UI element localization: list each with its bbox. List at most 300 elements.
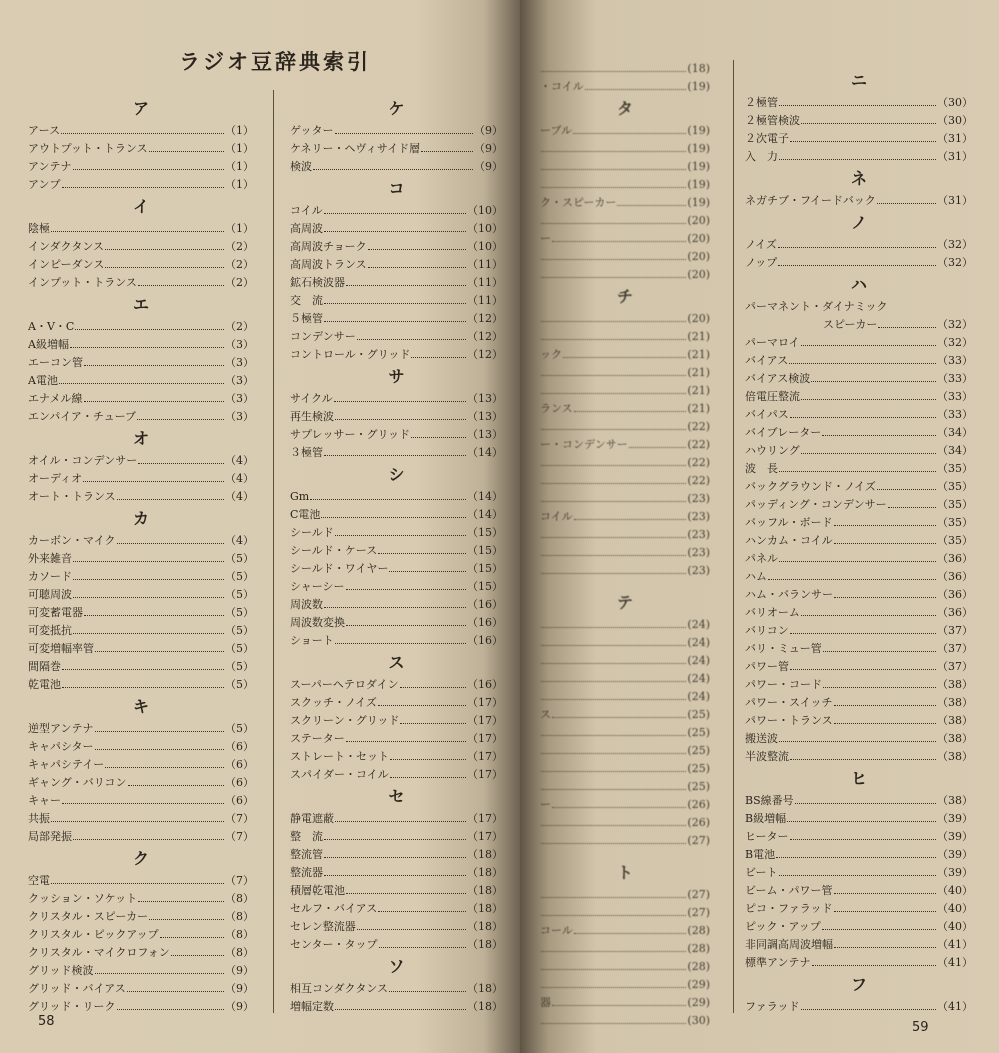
index-entry [28,256,254,274]
dot-leader [346,730,466,742]
entry-page: （14） [467,490,503,503]
entry-page: (20) [687,268,710,281]
dot-leader [138,452,224,464]
dot-leader [822,424,936,436]
entry-page: （5） [225,678,254,691]
entry-page: (19) [687,196,710,209]
entry-page: （1） [225,160,254,173]
dot-leader [541,176,686,188]
dot-leader [552,994,686,1006]
entry-page: （1） [225,178,254,191]
index-entry [745,298,973,316]
index-entry [290,918,503,936]
index-entry [290,506,503,524]
entry-page: （17） [467,768,503,781]
dot-leader [541,140,686,152]
index-entry [540,742,710,760]
entry-term: バッフル・ボード [745,516,833,529]
dot-leader [83,470,224,482]
section-heading: ス [388,653,405,672]
entry-page: （8） [225,892,254,905]
entry-term: スーパーヘテロダイン [290,678,399,691]
index-entry [290,220,503,238]
index-entry [290,444,503,462]
entry-term: シールド・ワイヤー [290,562,389,575]
dot-leader [117,532,224,544]
entry-page: （7） [225,874,254,887]
entry-page: （3） [225,392,254,405]
section-heading: ノ [850,213,867,232]
entry-page: (20) [687,250,710,263]
index-entry [290,632,503,650]
index-entry [290,882,503,900]
dot-leader [62,792,224,804]
entry-term: グリッド・リーク [28,1000,116,1013]
entry-page: （15） [467,526,503,539]
dot-leader [389,980,466,992]
section-heading: コ [388,179,405,198]
entry-page: （5） [225,660,254,673]
section-heading: チ [616,287,633,306]
entry-page: （31） [937,194,973,207]
index-entry [540,958,710,976]
entry-page: (19) [687,178,710,191]
entry-term: 静電遮蔽 [290,812,334,825]
entry-page: （4） [225,534,254,547]
index-entry [290,256,503,274]
entry-term: ー [540,232,551,245]
entry-page: （1） [225,142,254,155]
entry-term: 外来雑音 [28,552,72,565]
dot-leader [574,400,687,412]
entry-page: （39） [937,830,973,843]
entry-page: （41） [937,938,973,951]
entry-page: （5） [225,624,254,637]
entry-term: BS線番号 [745,794,794,807]
dot-leader [73,550,224,562]
dot-leader [335,810,466,822]
index-entry [745,900,973,918]
entry-term: 乾電池 [28,678,61,691]
dot-leader [310,488,466,500]
dot-leader [834,900,936,912]
index-entry [28,604,254,622]
index-entry [745,254,973,272]
entry-page: （41） [937,956,973,969]
entry-page: （2） [225,276,254,289]
dot-leader [51,872,224,884]
dot-leader [73,828,224,840]
dot-leader [324,828,466,840]
entry-term: キャパシテイー [28,758,105,771]
entry-term: 相互コンダクタンス [290,982,389,995]
dot-leader [541,904,686,916]
dot-leader [421,140,473,152]
index-entry [290,328,503,346]
entry-term: ネガチブ・フイードバック [745,194,876,207]
index-entry [540,78,710,96]
entry-term: 積層乾電池 [290,884,345,897]
dot-leader [149,140,224,152]
dot-leader [149,908,224,920]
entry-term: オイル・コンデンサー [28,454,138,467]
entry-page: (25) [687,780,710,793]
dot-leader [541,364,686,376]
dot-leader [117,488,224,500]
dot-leader [822,918,936,930]
dot-leader [321,506,466,518]
index-entry [745,532,973,550]
entry-page: （17） [467,750,503,763]
index-entry [745,236,973,254]
entry-term: パワー・コード [745,678,822,691]
entry-page: (21) [687,366,710,379]
entry-term: エーコン管 [28,356,83,369]
index-entry [540,454,710,472]
dot-leader [790,622,936,634]
dot-leader [801,604,936,616]
index-entry [28,532,254,550]
entry-page: （1） [225,222,254,235]
dot-leader [541,544,686,556]
entry-term: ピコ・ファラッド [745,902,833,915]
section-heading: ト [616,863,633,882]
dot-leader [73,586,224,598]
entry-term: A・V・C [28,320,75,333]
entry-page: （40） [937,884,973,897]
index-entry [540,364,710,382]
index-entry [540,194,710,212]
dot-leader [779,460,936,472]
dot-leader [105,238,224,250]
dot-leader [585,78,687,90]
entry-page: （16） [467,634,503,647]
entry-term: 整流器 [290,866,323,879]
entry-page: (27) [687,906,710,919]
dot-leader [877,192,936,204]
section-heading: ニ [850,71,867,90]
dot-leader [541,1012,686,1024]
dot-leader [400,676,466,688]
section-heading: カ [132,509,149,528]
dot-leader [411,346,466,358]
dot-leader [335,632,466,644]
entry-page: （5） [225,642,254,655]
entry-term: ５極管 [290,312,323,325]
index-entry [28,274,254,292]
entry-term: A電池 [28,374,58,387]
entry-term: ック [540,348,562,361]
index-entry [290,426,503,444]
dot-leader [789,352,936,364]
entry-term: ２次電子 [745,132,789,145]
dot-leader [574,508,687,520]
dot-leader [127,980,224,992]
index-entry [745,112,973,130]
entry-term: ノップ [745,256,778,269]
index-entry [28,470,254,488]
index-entry [745,640,973,658]
entry-term: パッディング・コンデンサー [745,498,887,511]
entry-page: （9） [225,964,254,977]
index-entry [745,810,973,828]
index-entry [745,676,973,694]
entry-term: 整流管 [290,848,323,861]
dot-leader [801,334,936,346]
dot-leader [541,418,686,430]
entry-page: (18) [687,62,710,75]
entry-page: （37） [937,660,973,673]
index-entry [290,766,503,784]
dot-leader [59,372,224,384]
index-entry [540,140,710,158]
dot-leader [834,694,936,706]
index-entry [28,774,254,792]
entry-term: B電池 [745,848,776,861]
section-heading: エ [132,295,149,314]
dot-leader [790,828,936,840]
entry-term: パネル [745,552,778,565]
index-entry [28,390,254,408]
index-entry [540,616,710,634]
entry-page: (21) [687,384,710,397]
entry-page: （12） [467,312,503,325]
index-entry [290,846,503,864]
entry-page: (20) [687,214,710,227]
dot-leader [324,444,466,456]
index-entry [745,918,973,936]
index-entry [28,408,254,426]
index-entry [540,382,710,400]
entry-term: 高周波トランス [290,258,367,271]
entry-page: （6） [225,794,254,807]
index-entry [540,310,710,328]
section-heading: サ [388,367,405,386]
index-entry [745,658,973,676]
entry-page: （39） [937,812,973,825]
index-entry [540,994,710,1012]
index-entry [28,550,254,568]
entry-page: (21) [687,402,710,415]
index-column-3 [540,60,710,1030]
index-entry [28,176,254,194]
entry-term: 高周波チョーク [290,240,367,253]
index-entry [540,778,710,796]
index-entry [745,954,973,972]
entry-page: （17） [467,714,503,727]
entry-page: （38） [937,794,973,807]
entry-term: B級増幅 [745,812,787,825]
index-entry [540,60,710,78]
index-entry [540,266,710,284]
entry-page: (27) [687,888,710,901]
dot-leader [379,936,466,948]
entry-page: （16） [467,678,503,691]
index-entry [745,604,973,622]
entry-page: (20) [687,232,710,245]
index-entry [290,560,503,578]
entry-term: ゲッター [290,124,334,137]
index-entry [290,578,503,596]
entry-page: （11） [467,258,503,271]
dot-leader [61,122,224,134]
entry-page: （15） [467,580,503,593]
entry-term: コイル [540,510,573,523]
entry-term: クッション・ソケット [28,892,138,905]
dot-leader [171,944,224,956]
dot-leader [378,900,466,912]
index-entry [745,424,973,442]
dot-leader [541,832,686,844]
entry-page: （5） [225,552,254,565]
entry-term: 標準アンテナ [745,956,811,969]
index-entry [540,346,710,364]
dot-leader [801,442,936,454]
entry-term: ファラッド [745,1000,800,1013]
index-entry [540,796,710,814]
entry-page: （10） [467,240,503,253]
entry-term: キャパシター [28,740,94,753]
index-entry [28,336,254,354]
dot-leader [541,724,686,736]
index-entry [290,730,503,748]
entry-page: （13） [467,392,503,405]
dot-leader [541,814,686,826]
index-entry [540,212,710,230]
entry-term: 波 長 [745,462,778,475]
entry-term: 非同調高周波増幅 [745,938,833,951]
dot-leader [541,472,686,484]
dot-leader [811,370,936,382]
entry-term: ２極管検波 [745,114,800,127]
entry-term: 可変抵抗 [28,624,72,637]
entry-term: 間隔巻 [28,660,61,673]
dot-leader [324,292,466,304]
dot-leader [334,390,466,402]
index-entry [290,828,503,846]
section-heading: フ [850,975,867,994]
entry-term: ス [540,708,551,721]
dot-leader [324,596,466,608]
index-entry [745,514,973,532]
entry-page: （32） [937,318,973,331]
index-entry [28,452,254,470]
index-entry [290,202,503,220]
entry-term: クリスタル・スピーカー [28,910,149,923]
entry-page: （9） [474,142,503,155]
entry-page: （36） [937,606,973,619]
index-entry [745,192,973,210]
index-entry [290,694,503,712]
section-heading: ハ [850,275,867,294]
index-entry [28,998,254,1016]
section-gap [540,850,710,860]
dot-leader [541,328,686,340]
dot-leader [790,130,936,142]
entry-page: （11） [467,276,503,289]
entry-term: 半波整流 [745,750,789,763]
entry-term: セルフ・バイアス [290,902,378,915]
index-entry [540,724,710,742]
entry-term: グリッド・バイアス [28,982,126,995]
entry-page: (27) [687,834,710,847]
dot-leader [552,230,686,242]
dot-leader [541,310,686,322]
dot-leader [62,176,224,188]
entry-page: (23) [687,546,710,559]
index-entry [290,310,503,328]
entry-term: エンパイア・チューブ [28,410,137,423]
dot-leader [834,532,936,544]
entry-page: （3） [225,356,254,369]
section-heading: イ [132,197,149,216]
entry-term: パーマネント・ダイナミック [745,300,888,313]
index-entry [540,904,710,922]
dot-leader [541,670,686,682]
index-entry [745,406,973,424]
entry-page: （40） [937,902,973,915]
index-entry [290,122,503,140]
entry-page: (26) [687,798,710,811]
entry-page: （8） [225,946,254,959]
entry-term: ピック・アップ [745,920,821,933]
entry-term: 周波数変換 [290,616,345,629]
index-entry [290,810,503,828]
page-title: ラジオ豆辞典索引 [179,50,371,74]
index-entry [28,756,254,774]
section-heading: オ [132,429,149,448]
entry-page: （9） [225,1000,254,1013]
entry-page: (22) [687,420,710,433]
entry-term: 再生検波 [290,410,334,423]
entry-term: シャーシー [290,580,345,593]
index-entry [540,940,710,958]
entry-term: コンデンサー [290,330,356,343]
index-entry [290,292,503,310]
entry-page: (28) [687,942,710,955]
entry-term: 可変蓄電器 [28,606,83,619]
section-heading: ア [132,99,149,118]
entry-term: サイクル [290,392,333,405]
index-entry [290,542,503,560]
entry-page: (24) [687,690,710,703]
dot-leader [390,748,466,760]
entry-page: （18） [467,982,503,995]
entry-page: （2） [225,258,254,271]
entry-term: バイパス [745,408,789,421]
index-column-4 [745,68,973,1016]
entry-term: スクッチ・ノイズ [290,696,377,709]
entry-page: （32） [937,238,973,251]
dot-leader [541,266,686,278]
entry-term: グリッド検波 [28,964,94,977]
entry-page: （5） [225,570,254,583]
index-entry [540,652,710,670]
dot-leader [400,712,466,724]
entry-page: （15） [467,562,503,575]
dot-leader [335,408,466,420]
entry-page: （37） [937,624,973,637]
entry-page: (19) [687,124,710,137]
dot-leader [346,882,466,894]
index-entry [290,274,503,292]
index-entry [745,998,973,1016]
entry-term: 高周波 [290,222,323,235]
dot-leader [357,328,466,340]
index-entry [28,372,254,390]
entry-page: （41） [937,1000,973,1013]
index-entry [290,980,503,998]
